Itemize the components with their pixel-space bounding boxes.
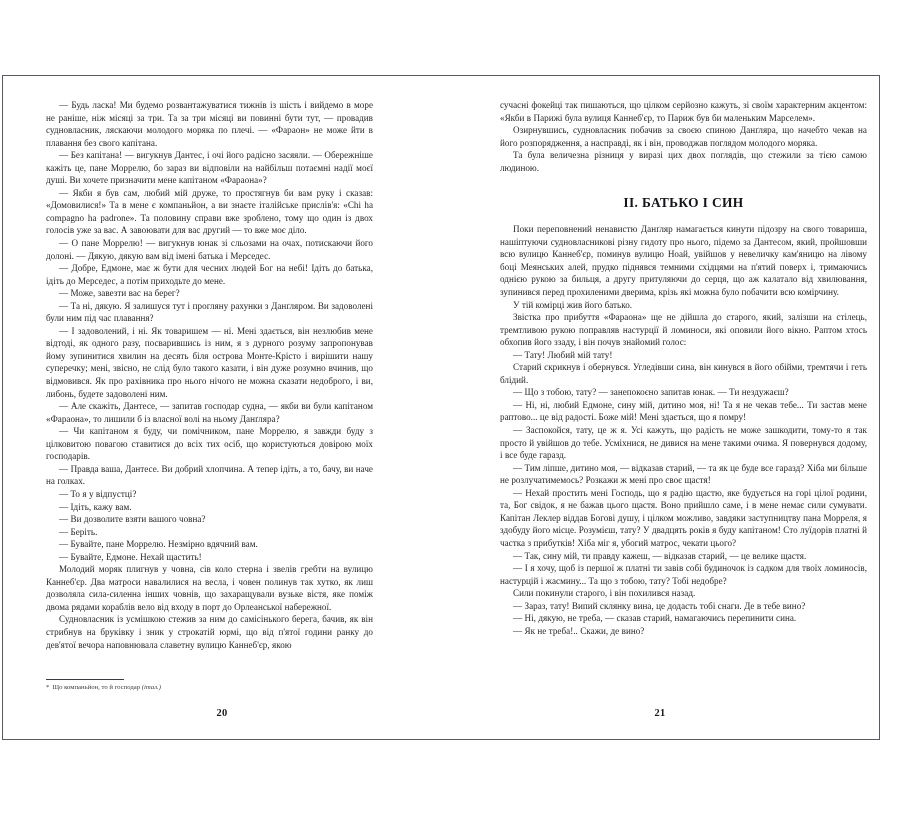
paragraph: — Тату! Любий мій тату! xyxy=(513,349,613,360)
left-page-text-column xyxy=(46,99,373,651)
paragraph: — Що з тобою, тату? — занепокоєно запитав юнак. — Ти нездужаєш? xyxy=(513,387,789,398)
paragraph: Старий скрикнув і обернувся. Угледівши сина, він кинувся в його обійми, тремтячи і геть блідий. xyxy=(500,362,867,385)
paragraph-continued: сучасні фокейці так пишаються, що цілком серйозно кажуть, зі своїм характерним акцентом: «Якби в Парижі була вулиця Каннеб'єр, то Париж був би маленьким Марселем». xyxy=(500,100,867,123)
paragraph: — Але скажіть, Дантесе, — запитав господар судна, — якби ви були капітаном «Фараона», то лишили б із власної волі на ньому Данґляра? xyxy=(46,401,373,424)
footnote xyxy=(46,679,338,692)
paragraph: — Заспокойся, тату, це ж я. Усі кажуть, що радість не може зашкодити, тому-то я так просто й увійшов до тебе. Усміхнися, не дивися на мене такими очима. Я повернувся додому, і все буде гаразд. xyxy=(500,425,867,461)
left-page xyxy=(3,76,441,739)
paragraph: — О пане Моррелю! — вигукнув юнак зі сльозами на очах, потискаючи його долоні. — Дякую, дякую вам від імені батька і Мерседес. xyxy=(46,238,373,261)
footnote-rule xyxy=(46,679,124,680)
paragraph: — Ні, дякую, не треба, — сказав старий, намагаючись перепинити сина. xyxy=(513,613,797,624)
paragraph: — Добре, Едмоне, має ж бути для чесних людей Бог на небі! Ідіть до батька, ідіть до Мерседес, а потім приходьте до мене. xyxy=(46,263,373,286)
paragraph: — Нехай простить мені Господь, що я радію щастю, яке будується на горі цілої родини, та, Бог свідок, я не бажав цього щастя. Воно прийшло саме, і в мене немає сили сумувати. Капітан Леклер віддав Богові душу, і цілком можливо, завдяки заступництву пана Морреля, я здобуду його місце. Розумієш, тату? У двадцять років я буду капітаном! Сто луїдорів платні й частка з прибутків! Хіба міг я, убогий матрос, чекати цього? xyxy=(500,487,867,548)
chapter-heading: II. БАТЬКО І СИН xyxy=(623,195,744,211)
paragraph: Молодий моряк плигнув у човна, сів коло стерна і звелів гребти на вулицю Каннеб'єр. Два матроси навалилися на весла, і човен полинув так хутко, як лиш дозволяла сила-силенна інших човнів, що захаращували вузьке вістя, яке поміж двома рядами кораблів вело від входу в порт до Орлеанської набережної. xyxy=(46,564,373,612)
paragraph: — І я хочу, щоб із першої ж платні ти завів собі будиночок із садком для твоїх ломиносів, настурцій і жасмину... Та що з тобою, тату? Тобі недобре? xyxy=(500,563,867,586)
paragraph: Та була величезна різниця у виразі цих двох поглядів, що стежили за тією самою людиною. xyxy=(500,150,867,173)
paragraph: — То я у відпустці? xyxy=(59,488,137,499)
right-page-text-column xyxy=(500,99,867,637)
paragraph: — Та ні, дякую. Я залишуся тут і прогляну рахунки з Данґляром. Ви задоволені були ним під час плавання? xyxy=(46,300,373,324)
paragraph-with-footnote-ref xyxy=(46,187,373,237)
paragraph: — Ви дозволите взяти вашого човна? xyxy=(59,514,206,525)
footnote-text xyxy=(46,683,338,692)
paragraph: — Зараз, тату! Випий склянку вина, це додасть тобі снаги. Де в тебе вино? xyxy=(513,600,806,611)
paragraph: — Як не треба!.. Скажи, де вино? xyxy=(513,625,645,636)
paragraph: — Чи капітаном я буду, чи помічником, пане Моррелю, я завжди буду з цілковитою повагою ставитися до всіх тих осіб, що користуються довірою моїх господарів. xyxy=(46,426,373,462)
pages-container xyxy=(3,76,879,739)
paragraph: — Без капітана! — вигукнув Дантес, і очі його радісно засяяли. — Обережніше кажіть це, пане Моррелю, бо зараз ви відповіли на найбільш потаємні надії моєї душі. Ви хочете призначити мене капітаном «Фараона»? xyxy=(46,150,373,186)
book-spread xyxy=(2,75,880,740)
footnote-marker: * xyxy=(46,684,50,691)
footnote-body: Що компаньйон, то й господар xyxy=(52,684,141,691)
paragraph: — Ні, ні, любий Едмоне, сину мій, дитино моя, ні! Та я не чекав тебе... Ти застав мене раптово... це від радості. Боже мій! Мені здається, що я помру! xyxy=(500,399,867,423)
paragraph: Поки переповнений ненавистю Данґляр намагається кинути підозру на свого товариша, нашіптуючи судновласникові різну гидоту про нього, підемо за Дантесом, який, пройшовши всю вулицю Каннеб'єр, поминув вулицю Ноай, увійшов у невеличку кам'яницю на лівому боці Меянських алей, прудко піднявся темними східцями на п'ятий поверх і, тримаючись однією рукою за бильця, а другу притуляючи до серця, що аж калатало від хвилювання, зупинився перед прохиленими дверима, крізь які можна було побачити всю комірчину. xyxy=(500,224,867,298)
paragraph: — Ідіть, кажу вам. xyxy=(59,501,132,512)
paragraph: Сили покинули старого, і він похилився назад. xyxy=(513,588,696,599)
paragraph: У тій комірці жив його батько. xyxy=(513,299,633,310)
paragraph: — І задоволений, і ні. Як товаришем — ні. Мені здається, він незлюбив мене відтоді, як одного разу, посварившись із ним, я з дурного розуму запропонував йому зупинитися хвилин на десять біля острова Монте-Крісто і вирішити нашу суперечку; мені, звісно, не слід було такого казати, і він дуже розумно вчинив, що відмовився. Як про рахівника про нього нічого не можна сказати недоброго, і ви, либонь, будете задоволені ним. xyxy=(46,325,373,399)
paragraph: Звістка про прибуття «Фараона» ще не дійшла до старого, який, залізши на стілець, тремтливою рукою поправляв настурції й ломиноси, які оповили його вікно. Раптом хтось обхопив його ззаду, і він почув знайомий голос: xyxy=(500,312,867,348)
paragraph-text: — Якби я був сам, любий мій друже, то простягнув би вам руку і сказав: «Домовилися!» Та в мене є компаньйон, а ви знаєте італійське прислів'я: «Chi ha compagno ha padrone». Та половину справи вже зроблено, тому що один із двох голосів уже за вас. А завоювати для вас другий — то вже моє діло. xyxy=(46,187,373,236)
paragraph: Озирнувшись, судновласник побачив за своєю спиною Данґляра, що начебто чекав на його розпорядження, а насправді, як і він, проводжав поглядом молодого моряка. xyxy=(500,125,867,148)
paragraph: — Правда ваша, Дантесе. Ви добрий хлопчина. А тепер ідіть, а то, бачу, ви наче на голках. xyxy=(46,463,373,487)
footnote-source: (італ.) xyxy=(141,684,161,691)
paragraph: — Тим ліпше, дитино моя, — відказав старий, — та як це буде все гаразд? Хіба ми більше не розлучатимемось? Розкажи ж мені про своє щастя! xyxy=(500,462,867,486)
paragraph: — Бувайте, Едмоне. Нехай щастить! xyxy=(59,551,202,562)
right-page xyxy=(441,76,879,739)
paragraph: — Може, завезти вас на берег? xyxy=(59,288,180,299)
paragraph: — Беріть. xyxy=(59,526,98,537)
paragraph: — Так, сину мій, ти правду кажеш, — відказав старий, — це велике щастя. xyxy=(513,550,807,561)
paragraph: — Бувайте, пане Моррелю. Незмірно вдячний вам. xyxy=(59,539,258,550)
paragraph: — Будь ласка! Ми будемо розвантажуватися тижнів із шість і вийдемо в море не раніше, ніж місяці за три. Та за три місяці ви повинні бути тут, — провадив судновласник, ляскаючи молодого моряка по плечі. — «Фараон» не може йти в плавання без свого капітана. xyxy=(46,100,373,148)
paragraph: Судновласник із усмішкою стежив за ним до самісінького берега, бачив, як він стрибнув на бруківку і зник у строкатій юрмі, що від п'ятої години ранку до дев'ятої вечора наповнювала славетну вулицю Каннеб'єр, якою xyxy=(46,614,373,650)
page-number-left: 20 xyxy=(216,708,228,719)
page-number-right: 21 xyxy=(654,708,666,719)
